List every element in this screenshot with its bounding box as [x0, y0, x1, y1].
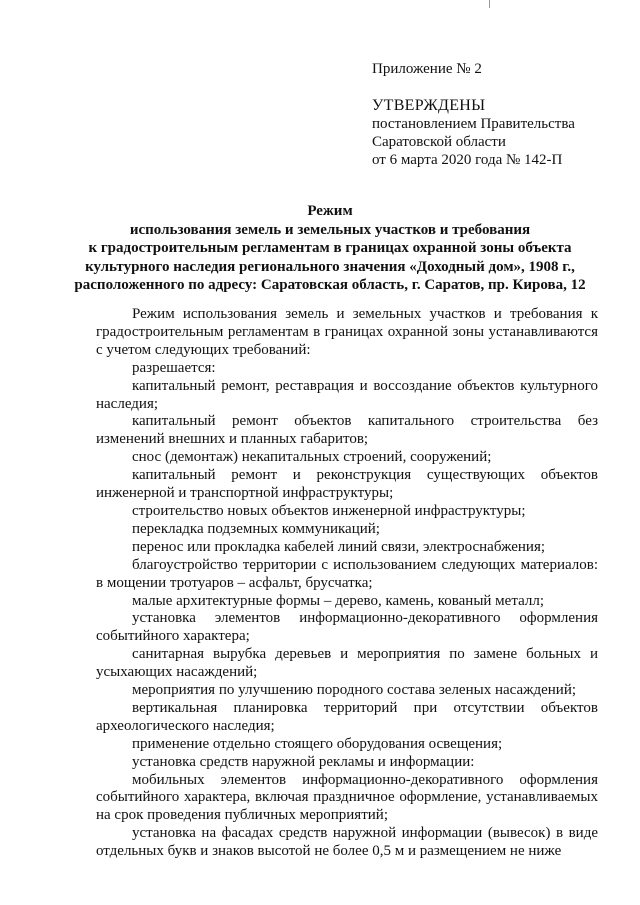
paragraph-item: снос (демонтаж) некапитальных строений, сооружений;: [132, 449, 492, 466]
paragraph-item: мероприятия по улучшению породного состава зеленых насаждений;: [132, 682, 577, 699]
paragraph-item: капитальный ремонт и реконструкция существующих объектов инженерной и транспортной инфраструктуры;: [96, 467, 598, 502]
paragraph-allowed: разрешается:: [132, 359, 216, 376]
paragraph-item: строительство новых объектов инженерной инфраструктуры;: [132, 502, 526, 519]
paragraph-item: перенос или прокладка кабелей линий связи, электроснабжения;: [132, 538, 546, 555]
paragraph-item: вертикальная планировка территорий при отсутствии объектов археологического наследия;: [96, 699, 598, 734]
paragraph-item: применение отдельно стоящего оборудования освещения;: [132, 735, 503, 752]
approved-by-line-2: Саратовской области: [372, 134, 506, 150]
approval-block: [372, 60, 632, 169]
paragraph-item: малые архитектурные формы – дерево, камень, кованый металл;: [132, 592, 545, 609]
approved-by-line-1: постановлением Правительства: [372, 116, 575, 132]
approved-heading: УТВЕРЖДЕНЫ: [372, 97, 486, 114]
appendix-number: Приложение № 2: [372, 61, 482, 77]
title-line-1: Режим: [307, 203, 353, 219]
paragraph-item: установка элементов информационно-декоративного оформления событийного характера;: [96, 610, 598, 645]
document-title: [60, 202, 600, 295]
paragraph-intro: Режим использования земель и земельных участков и требования к градостроительным регламентам в границах охранной зоны устанавливаются с учетом следующих требований:: [96, 306, 598, 358]
paragraph-item: установка средств наружной рекламы и информации:: [132, 753, 475, 770]
title-line-4: культурного наследия регионального значения «Доходный дом», 1908 г.,: [85, 258, 575, 275]
paragraph-item: перекладка подземных коммуникаций;: [132, 520, 380, 537]
paragraph-item: санитарная вырубка деревьев и мероприятия по замене больных и усыхающих насаждений;: [96, 646, 598, 681]
approved-by-line-3: от 6 марта 2020 года № 142-П: [372, 152, 563, 168]
title-line-2: использования земель и земельных участков и требования: [129, 221, 531, 238]
paragraph-item: капитальный ремонт объектов капитального строительства без изменений внешних и планных габаритов;: [96, 413, 598, 448]
scan-artifact-mark: [489, 0, 490, 8]
paragraph-item: установка на фасадах средств наружной информации (вывесок) в виде отдельных букв и знаков высотой не более 0,5 м и размещением не ниже: [96, 825, 598, 860]
title-line-5: расположенного по адресу: Саратовская область, г. Саратов, пр. Кирова, 12: [74, 277, 586, 293]
paragraph-item: капитальный ремонт, реставрация и воссоздание объектов культурного наследия;: [96, 377, 598, 412]
paragraph-item: благоустройство территории с использованием следующих материалов: в мощении тротуаров – асфальт, брусчатка;: [96, 556, 598, 591]
paragraph-item: мобильных элементов информационно-декоративного оформления событийного характера, включая праздничное оформление, устанавливаемых на срок проведения публичных мероприятий;: [96, 771, 598, 824]
title-line-3: к градостроительным регламентам в границах охранной зоны объекта: [88, 240, 572, 256]
document-body: [96, 306, 598, 861]
